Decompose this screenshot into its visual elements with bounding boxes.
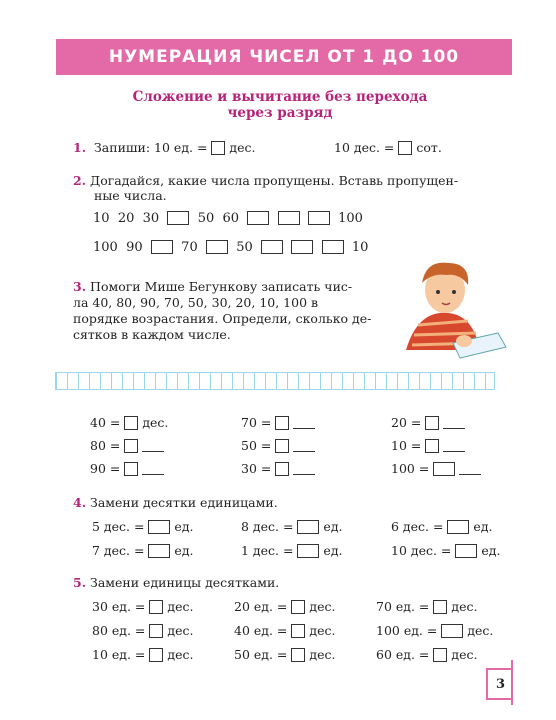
answer-box[interactable] xyxy=(149,648,163,662)
boy-writing-illustration xyxy=(398,255,508,360)
answer-box[interactable] xyxy=(278,211,300,225)
task3-text-line4: сятков в каждом числе. xyxy=(73,327,231,342)
task2-text-line1: 2. Догадайся, какие числа пропущены. Вставь пропущен- xyxy=(73,173,459,188)
answer-box[interactable] xyxy=(275,416,289,430)
answer-box[interactable] xyxy=(433,600,447,614)
task4-item: 10 дес. = ед. xyxy=(391,543,501,558)
section-subtitle-line1: Сложение и вычитание без перехода xyxy=(132,89,428,105)
answer-box[interactable] xyxy=(425,439,439,453)
task3-row: 20 = xyxy=(391,415,465,431)
task3-row: 100 = xyxy=(391,461,481,477)
answer-box[interactable] xyxy=(151,240,173,254)
task1: 1. Запиши: 10 ед. = дес. xyxy=(73,140,256,155)
task2-sequence-2: 100 90 70 50 10 xyxy=(93,240,369,255)
answer-box[interactable] xyxy=(433,648,447,662)
answer-box[interactable] xyxy=(149,600,163,614)
answer-box[interactable] xyxy=(275,439,289,453)
task3-row: 40 = дес. xyxy=(90,415,169,430)
task5-title: 5. Замени единицы десятками. xyxy=(73,575,280,590)
answer-box[interactable] xyxy=(291,648,305,662)
task5-item: 40 ед. = дес. xyxy=(234,623,336,638)
task5-item: 60 ед. = дес. xyxy=(376,647,478,662)
task5-item: 10 ед. = дес. xyxy=(92,647,194,662)
task5-item: 30 ед. = дес. xyxy=(92,599,194,614)
task4-item: 1 дес. = ед. xyxy=(241,543,343,558)
task3-row: 80 = xyxy=(90,438,164,454)
task4-item: 5 дес. = ед. xyxy=(92,519,194,534)
task3-row: 10 = xyxy=(391,438,465,454)
answer-box[interactable] xyxy=(322,240,344,254)
answer-box[interactable] xyxy=(291,240,313,254)
answer-box[interactable] xyxy=(398,141,412,155)
answer-box[interactable] xyxy=(297,520,319,534)
answer-box[interactable] xyxy=(297,544,319,558)
task5-item: 80 ед. = дес. xyxy=(92,623,194,638)
answer-box[interactable] xyxy=(167,211,189,225)
answer-box[interactable] xyxy=(124,439,138,453)
answer-box[interactable] xyxy=(211,141,225,155)
answer-box[interactable] xyxy=(291,600,305,614)
answer-box[interactable] xyxy=(441,624,463,638)
answer-box[interactable] xyxy=(124,416,138,430)
answer-box[interactable] xyxy=(308,211,330,225)
section-subtitle-line2: через разряд xyxy=(227,105,333,121)
answer-box[interactable] xyxy=(247,211,269,225)
answer-box[interactable] xyxy=(433,462,455,476)
answer-box[interactable] xyxy=(447,520,469,534)
page-title: НУМЕРАЦИЯ ЧИСЕЛ ОТ 1 ДО 100 xyxy=(56,39,512,75)
task3-text-line2: ла 40, 80, 90, 70, 50, 30, 20, 10, 100 в xyxy=(73,295,319,310)
page-number-rule xyxy=(511,660,513,705)
page-number: 3 xyxy=(486,668,513,700)
task4-item: 7 дес. = ед. xyxy=(92,543,194,558)
task3-row: 50 = xyxy=(241,438,315,454)
answer-box[interactable] xyxy=(261,240,283,254)
answer-box[interactable] xyxy=(149,624,163,638)
task4-item: 8 дес. = ед. xyxy=(241,519,343,534)
task5-item: 20 ед. = дес. xyxy=(234,599,336,614)
task3-row: 90 = xyxy=(90,461,164,477)
task5-item: 50 ед. = дес. xyxy=(234,647,336,662)
answer-box[interactable] xyxy=(206,240,228,254)
answer-box[interactable] xyxy=(291,624,305,638)
task1-part2: 10 дес. = сот. xyxy=(334,140,442,155)
task3-row: 30 = xyxy=(241,461,315,477)
task2-text-line2: ные числа. xyxy=(94,188,167,203)
answer-box[interactable] xyxy=(124,462,138,476)
task4-title: 4. Замени десятки единицами. xyxy=(73,495,278,510)
answer-box[interactable] xyxy=(148,544,170,558)
task4-item: 6 дес. = ед. xyxy=(391,519,493,534)
answer-grid[interactable] xyxy=(55,372,495,390)
task5-item: 100 ед. = дес. xyxy=(376,623,494,638)
task3-row: 70 = xyxy=(241,415,315,431)
task5-item: 70 ед. = дес. xyxy=(376,599,478,614)
answer-box[interactable] xyxy=(455,544,477,558)
task3-text-line3: порядке возрастания. Определи, сколько де- xyxy=(73,311,372,326)
answer-box[interactable] xyxy=(275,462,289,476)
answer-box[interactable] xyxy=(425,416,439,430)
task2-sequence-1: 10 20 30 50 60 100 xyxy=(93,211,363,226)
answer-box[interactable] xyxy=(148,520,170,534)
task3-text-line1: 3. Помоги Мише Бегункову записать чис- xyxy=(73,279,353,294)
